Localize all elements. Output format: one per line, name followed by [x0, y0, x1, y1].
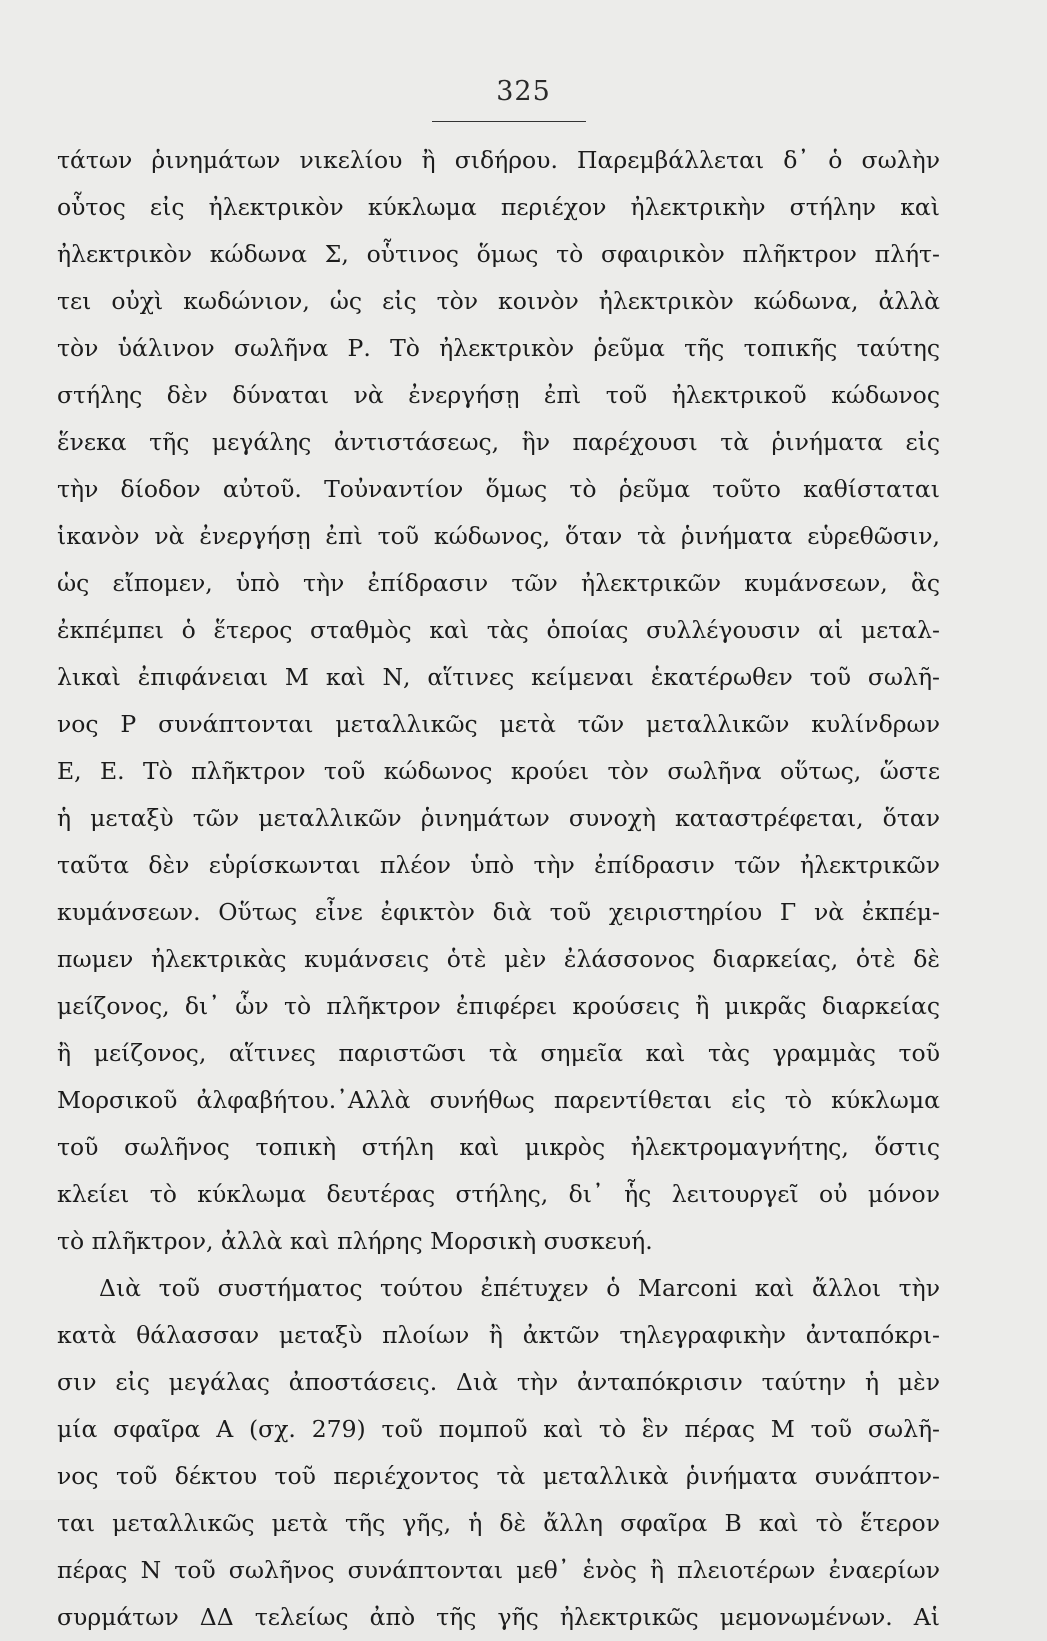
text-line: ἐκπέμπει ὁ ἕτερος σταθμὸς καὶ τὰς ὁποίας συλλέγουσιν αἱ μεταλ- — [57, 616, 940, 644]
text-line: ἱκανὸν νὰ ἐνεργήσῃ ἐπὶ τοῦ κώδωνος, ὅταν τὰ ῥινήματα εὑρεθῶσιν, — [57, 522, 940, 550]
text-line: Ε, Ε. Τὸ πλῆκτρον τοῦ κώδωνος κρούει τὸν σωλῆνα οὕτως, ὥστε — [57, 757, 940, 785]
text-line: μείζονος, δι᾽ ὧν τὸ πλῆκτρον ἐπιφέρει κρούσεις ἢ μικρᾶς διαρκείας — [57, 992, 940, 1020]
text-line: τὸν ὑάλινον σωλῆνα Ρ. Τὸ ἠλεκτρικὸν ῥεῦμα τῆς τοπικῆς ταύτης — [57, 334, 940, 362]
header-rule — [432, 121, 586, 122]
text-line: σιν εἰς μεγάλας ἀποστάσεις. Διὰ τὴν ἀνταπόκρισιν ταύτην ἡ μὲν — [57, 1368, 940, 1396]
text-line: ἢ μείζονος, αἵτινες παριστῶσι τὰ σημεῖα καὶ τὰς γραμμὰς τοῦ — [57, 1039, 940, 1067]
text-line: τὸ πλῆκτρον, ἀλλὰ καὶ πλήρης Μορσικὴ συσκευή. — [57, 1227, 653, 1255]
text-line: νος Ρ συνάπτονται μεταλλικῶς μετὰ τῶν μεταλλικῶν κυλίνδρων — [57, 710, 940, 738]
text-line: κλείει τὸ κύκλωμα δευτέρας στήλης, δι᾽ ἧς λειτουργεῖ οὐ μόνον — [57, 1180, 940, 1208]
text-line: πωμεν ἠλεκτρικὰς κυμάνσεις ὁτὲ μὲν ἐλάσσονος διαρκείας, ὁτὲ δὲ — [57, 945, 940, 973]
text-line: ταῦτα δὲν εὑρίσκωνται πλέον ὑπὸ τὴν ἐπίδρασιν τῶν ἠλεκτρικῶν — [57, 851, 940, 879]
text-line: Διὰ τοῦ συστήματος τούτου ἐπέτυχεν ὁ Marconi καὶ ἄλλοι τὴν — [99, 1274, 940, 1302]
text-line: λικαὶ ἐπιφάνειαι Μ καὶ Ν, αἵτινες κείμεναι ἑκατέρωθεν τοῦ σωλῆ- — [57, 663, 940, 691]
page-number: 325 — [496, 76, 551, 107]
text-line: ἡ μεταξὺ τῶν μεταλλικῶν ῥινημάτων συνοχὴ καταστρέφεται, ὅταν — [57, 804, 940, 832]
text-line: τάτων ῥινημάτων νικελίου ἢ σιδήρου. Παρεμβάλλεται δ᾽ ὁ σωλὴν — [57, 146, 940, 174]
text-line: στήλης δὲν δύναται νὰ ἐνεργήσῃ ἐπὶ τοῦ ἠλεκτρικοῦ κώδωνος — [57, 381, 940, 409]
text-line: ἠλεκτρικὸν κώδωνα Σ, οὗτινος ὅμως τὸ σφαιρικὸν πλῆκτρον πλήτ- — [57, 240, 940, 268]
text-line: πέρας Ν τοῦ σωλῆνος συνάπτονται μεθ᾽ ἑνὸς ἢ πλειοτέρων ἐναερίων — [57, 1556, 940, 1584]
text-line: κυμάνσεων. Οὕτως εἶνε ἐφικτὸν διὰ τοῦ χειριστηρίου Γ νὰ ἐκπέμ- — [57, 898, 940, 926]
text-line: οὗτος εἰς ἠλεκτρικὸν κύκλωμα περιέχον ἠλεκτρικὴν στήλην καὶ — [57, 193, 940, 221]
text-line: ται μεταλλικῶς μετὰ τῆς γῆς, ἡ δὲ ἄλλη σφαῖρα Β καὶ τὸ ἕτερον — [57, 1509, 940, 1537]
paragraph — [57, 137, 940, 1265]
text-line: μία σφαῖρα Α (σχ. 279) τοῦ πομποῦ καὶ τὸ ἓν πέρας Μ τοῦ σωλῆ- — [57, 1415, 940, 1443]
text-line: τοῦ σωλῆνος τοπικὴ στήλη καὶ μικρὸς ἠλεκτρομαγνήτης, ὅστις — [57, 1133, 940, 1161]
text-line: Μορσικοῦ ἀλφαβήτου.᾽Αλλὰ συνήθως παρεντίθεται εἰς τὸ κύκλωμα — [57, 1086, 940, 1114]
text-line: τει οὐχὶ κωδώνιον, ὡς εἰς τὸν κοινὸν ἠλεκτρικὸν κώδωνα, ἀλλὰ — [57, 287, 940, 315]
text-line: νος τοῦ δέκτου τοῦ περιέχοντος τὰ μεταλλικὰ ῥινήματα συνάπτον- — [57, 1462, 940, 1490]
text-line: ὡς εἴπομεν, ὑπὸ τὴν ἐπίδρασιν τῶν ἠλεκτρικῶν κυμάνσεων, ἃς — [57, 569, 940, 597]
text-line: ἕνεκα τῆς μεγάλης ἀντιστάσεως, ἣν παρέχουσι τὰ ῥινήματα εἰς — [57, 428, 940, 456]
paragraph — [57, 1265, 940, 1641]
text-line: συρμάτων ΔΔ τελείως ἀπὸ τῆς γῆς ἠλεκτρικῶς μεμονωμένων. Αἱ — [57, 1603, 940, 1631]
body-text — [57, 137, 940, 1641]
text-line: τὴν δίοδον αὐτοῦ. Τοὐναντίον ὅμως τὸ ῥεῦμα τοῦτο καθίσταται — [57, 475, 940, 503]
text-line: κατὰ θάλασσαν μεταξὺ πλοίων ἢ ἀκτῶν τηλεγραφικὴν ἀνταπόκρι- — [57, 1321, 940, 1349]
